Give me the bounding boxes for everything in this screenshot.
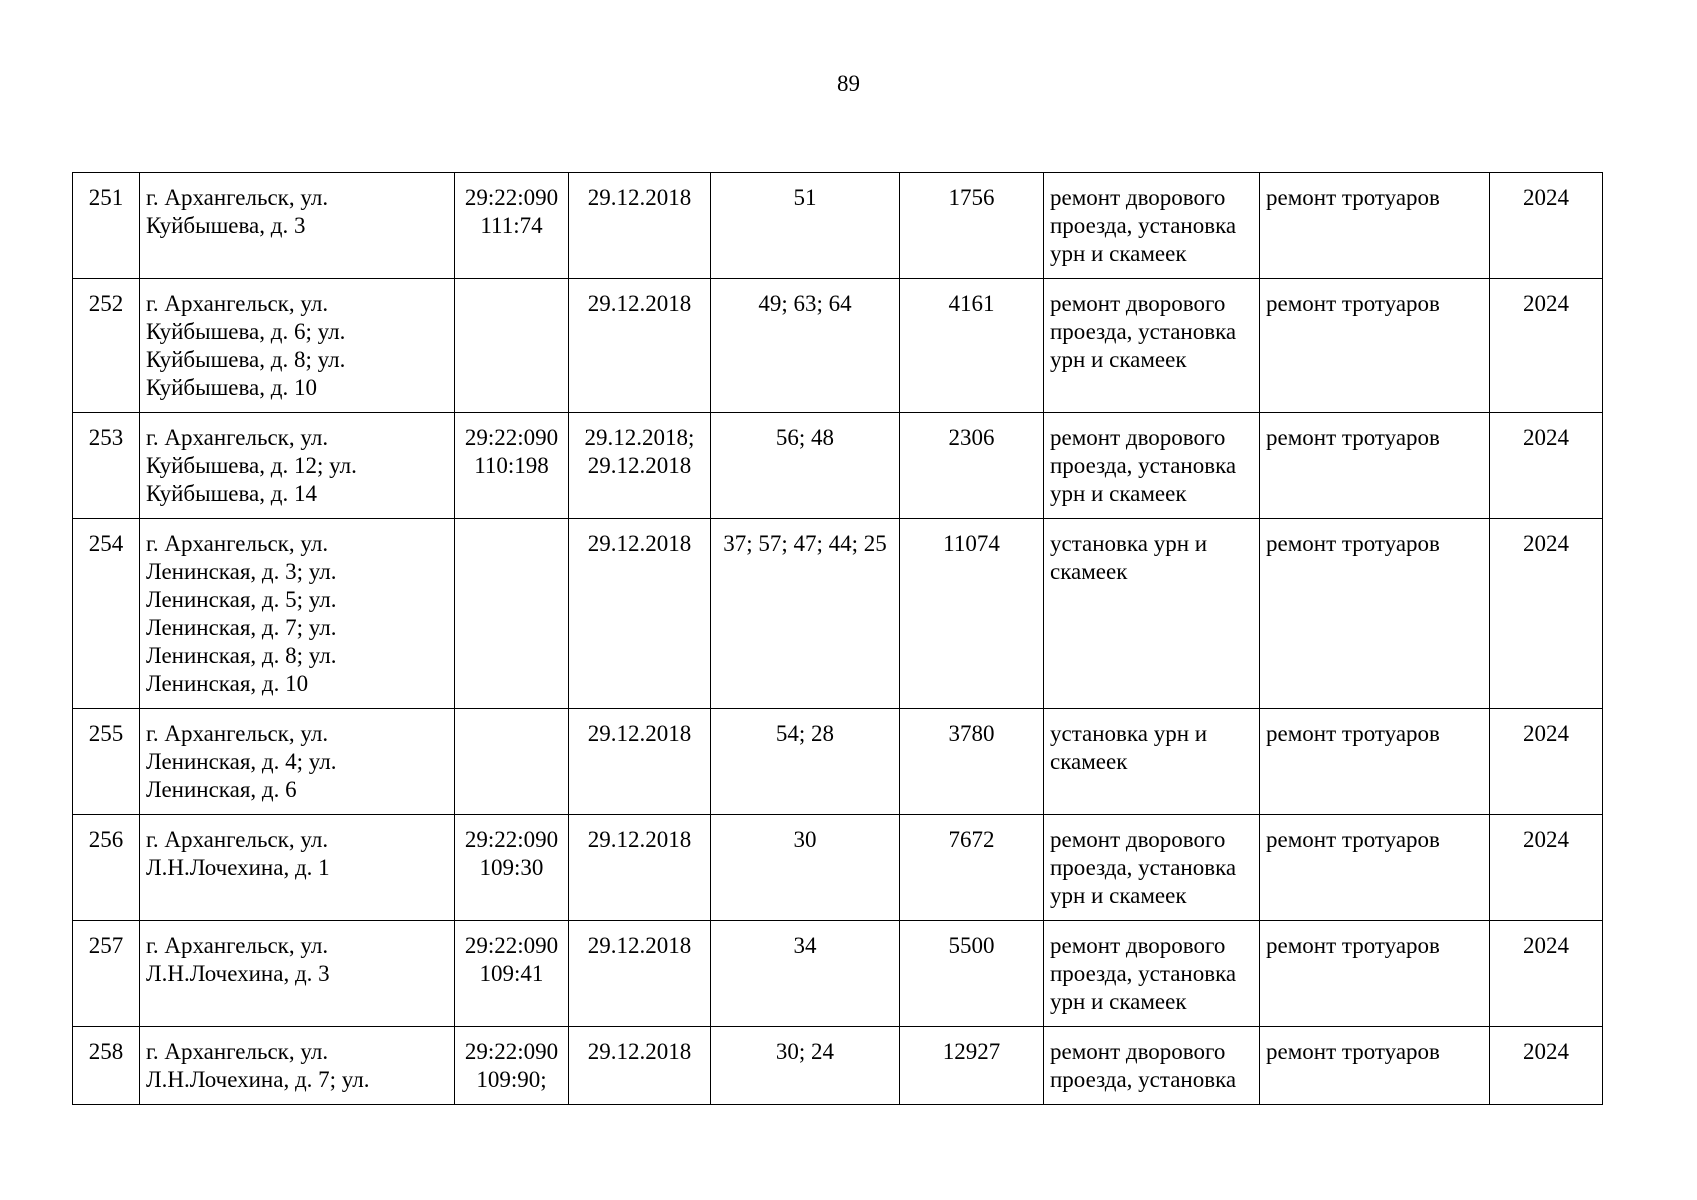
work-type-cell [1044, 921, 1260, 1027]
address-line: Куйбышева, д. 10 [146, 375, 317, 400]
additional-work-cell: ремонт тротуаров [1260, 173, 1490, 279]
table-row [73, 519, 1603, 709]
address-line: Л.Н.Лочехина, д. 3 [146, 961, 330, 986]
address-cell [140, 709, 455, 815]
date-cell [569, 1027, 711, 1105]
address-line: г. Архангельск, ул. [146, 185, 329, 210]
additional-work-cell: ремонт тротуаров [1260, 815, 1490, 921]
work-line: проезда, установка [1050, 855, 1237, 880]
row-number-cell: 258 [73, 1027, 140, 1105]
address-line: г. Архангельск, ул. [146, 721, 329, 746]
address-cell [140, 921, 455, 1027]
address-cell [140, 815, 455, 921]
address-cell [140, 173, 455, 279]
work-type-cell [1044, 519, 1260, 709]
work-type-cell [1044, 815, 1260, 921]
address-line: Л.Н.Лочехина, д. 1 [146, 855, 330, 880]
row-number-cell: 253 [73, 413, 140, 519]
additional-work-cell: ремонт тротуаров [1260, 1027, 1490, 1105]
table-row [73, 413, 1603, 519]
work-line: проезда, установка [1050, 213, 1237, 238]
cadastral-line: 29:22:090 [464, 425, 559, 450]
address-cell [140, 413, 455, 519]
date-cell [569, 173, 711, 279]
row-number-cell: 256 [73, 815, 140, 921]
year-cell: 2024 [1490, 709, 1603, 815]
cadastral-line: 111:74 [480, 213, 543, 238]
address-cell [140, 279, 455, 413]
date-cell [569, 709, 711, 815]
work-line: ремонт дворового [1050, 933, 1226, 958]
address-line: Ленинская, д. 7; ул. [146, 615, 337, 640]
address-line: г. Архангельск, ул. [146, 425, 329, 450]
date-cell [569, 815, 711, 921]
additional-work-cell: ремонт тротуаров [1260, 709, 1490, 815]
cadastral-number-cell [455, 921, 569, 1027]
row-number-cell: 252 [73, 279, 140, 413]
table-row [73, 1027, 1603, 1105]
cadastral-line: 29:22:090 [464, 1039, 559, 1064]
table-row [73, 279, 1603, 413]
date-cell [569, 519, 711, 709]
address-line: г. Архангельск, ул. [146, 1039, 329, 1064]
date-line: 29.12.2018 [587, 185, 692, 210]
row-number-cell: 251 [73, 173, 140, 279]
additional-work-cell: ремонт тротуаров [1260, 921, 1490, 1027]
date-line: 29.12.2018 [587, 1039, 692, 1064]
table-row [73, 173, 1603, 279]
house-numbers-cell: 56; 48 [711, 413, 900, 519]
address-line: Ленинская, д. 3; ул. [146, 559, 337, 584]
date-cell [569, 413, 711, 519]
address-line: Ленинская, д. 8; ул. [146, 643, 337, 668]
work-type-cell [1044, 279, 1260, 413]
address-line: Л.Н.Лочехина, д. 7; ул. [146, 1067, 370, 1092]
cadastral-line: 29:22:090 [464, 933, 559, 958]
address-cell [140, 519, 455, 709]
work-line: установка урн и [1050, 531, 1208, 556]
cadastral-line: 29:22:090 [464, 185, 559, 210]
house-numbers-cell: 30; 24 [711, 1027, 900, 1105]
cadastral-line: 109:90; [476, 1067, 547, 1092]
area-cell: 11074 [900, 519, 1044, 709]
work-type-cell [1044, 709, 1260, 815]
year-cell: 2024 [1490, 413, 1603, 519]
cadastral-number-cell [455, 279, 569, 413]
work-line: установка урн и [1050, 721, 1208, 746]
year-cell: 2024 [1490, 1027, 1603, 1105]
work-line: урн и скамеек [1050, 241, 1187, 266]
house-numbers-cell: 49; 63; 64 [711, 279, 900, 413]
work-line: ремонт дворового [1050, 425, 1226, 450]
address-line: Куйбышева, д. 14 [146, 481, 317, 506]
work-line: урн и скамеек [1050, 481, 1187, 506]
work-type-cell [1044, 413, 1260, 519]
improvement-table [72, 172, 1603, 1105]
work-line: ремонт дворового [1050, 1039, 1226, 1064]
address-line: г. Архангельск, ул. [146, 933, 329, 958]
area-cell: 4161 [900, 279, 1044, 413]
address-line: г. Архангельск, ул. [146, 291, 329, 316]
cadastral-number-cell [455, 173, 569, 279]
work-type-cell [1044, 1027, 1260, 1105]
area-cell: 5500 [900, 921, 1044, 1027]
work-line: проезда, установка [1050, 453, 1237, 478]
date-line: 29.12.2018 [587, 291, 692, 316]
cadastral-line: 109:30 [479, 855, 544, 880]
row-number-cell: 257 [73, 921, 140, 1027]
work-type-cell [1044, 173, 1260, 279]
address-line: Куйбышева, д. 12; ул. [146, 453, 357, 478]
address-cell [140, 1027, 455, 1105]
page-number: 89 [837, 71, 860, 96]
table-row [73, 709, 1603, 815]
date-line: 29.12.2018; [584, 425, 695, 450]
address-line: Ленинская, д. 10 [146, 671, 309, 696]
work-line: урн и скамеек [1050, 989, 1187, 1014]
work-line: проезда, установка [1050, 961, 1237, 986]
additional-work-cell: ремонт тротуаров [1260, 413, 1490, 519]
cadastral-line: 109:41 [479, 961, 544, 986]
address-line: Куйбышева, д. 8; ул. [146, 347, 346, 372]
address-line: Ленинская, д. 4; ул. [146, 749, 337, 774]
address-line: г. Архангельск, ул. [146, 531, 329, 556]
cadastral-number-cell [455, 519, 569, 709]
area-cell: 2306 [900, 413, 1044, 519]
work-line: проезда, установка [1050, 319, 1237, 344]
house-numbers-cell: 37; 57; 47; 44; 25 [711, 519, 900, 709]
additional-work-cell: ремонт тротуаров [1260, 519, 1490, 709]
house-numbers-cell: 34 [711, 921, 900, 1027]
cadastral-number-cell [455, 1027, 569, 1105]
house-numbers-cell: 51 [711, 173, 900, 279]
year-cell: 2024 [1490, 279, 1603, 413]
area-cell: 12927 [900, 1027, 1044, 1105]
table-row [73, 815, 1603, 921]
work-line: проезда, установка [1050, 1067, 1237, 1092]
date-line: 29.12.2018 [587, 933, 692, 958]
cadastral-line: 29:22:090 [464, 827, 559, 852]
year-cell: 2024 [1490, 173, 1603, 279]
year-cell: 2024 [1490, 815, 1603, 921]
date-cell [569, 279, 711, 413]
work-line: урн и скамеек [1050, 347, 1187, 372]
date-cell [569, 921, 711, 1027]
area-cell: 1756 [900, 173, 1044, 279]
date-line: 29.12.2018 [587, 531, 692, 556]
house-numbers-cell: 54; 28 [711, 709, 900, 815]
area-cell: 7672 [900, 815, 1044, 921]
area-cell: 3780 [900, 709, 1044, 815]
work-line: скамеек [1050, 559, 1128, 584]
cadastral-number-cell [455, 815, 569, 921]
row-number-cell: 255 [73, 709, 140, 815]
house-numbers-cell: 30 [711, 815, 900, 921]
date-line: 29.12.2018 [587, 453, 692, 478]
work-line: скамеек [1050, 749, 1128, 774]
address-line: Ленинская, д. 5; ул. [146, 587, 337, 612]
address-line: г. Архангельск, ул. [146, 827, 329, 852]
year-cell: 2024 [1490, 921, 1603, 1027]
work-line: ремонт дворового [1050, 185, 1226, 210]
work-line: ремонт дворового [1050, 827, 1226, 852]
work-line: урн и скамеек [1050, 883, 1187, 908]
cadastral-number-cell [455, 413, 569, 519]
address-line: Ленинская, д. 6 [146, 777, 297, 802]
address-line: Куйбышева, д. 3 [146, 213, 306, 238]
row-number-cell: 254 [73, 519, 140, 709]
table-row [73, 921, 1603, 1027]
year-cell: 2024 [1490, 519, 1603, 709]
work-line: ремонт дворового [1050, 291, 1226, 316]
date-line: 29.12.2018 [587, 827, 692, 852]
date-line: 29.12.2018 [587, 721, 692, 746]
cadastral-number-cell [455, 709, 569, 815]
additional-work-cell: ремонт тротуаров [1260, 279, 1490, 413]
cadastral-line: 110:198 [474, 453, 549, 478]
address-line: Куйбышева, д. 6; ул. [146, 319, 346, 344]
